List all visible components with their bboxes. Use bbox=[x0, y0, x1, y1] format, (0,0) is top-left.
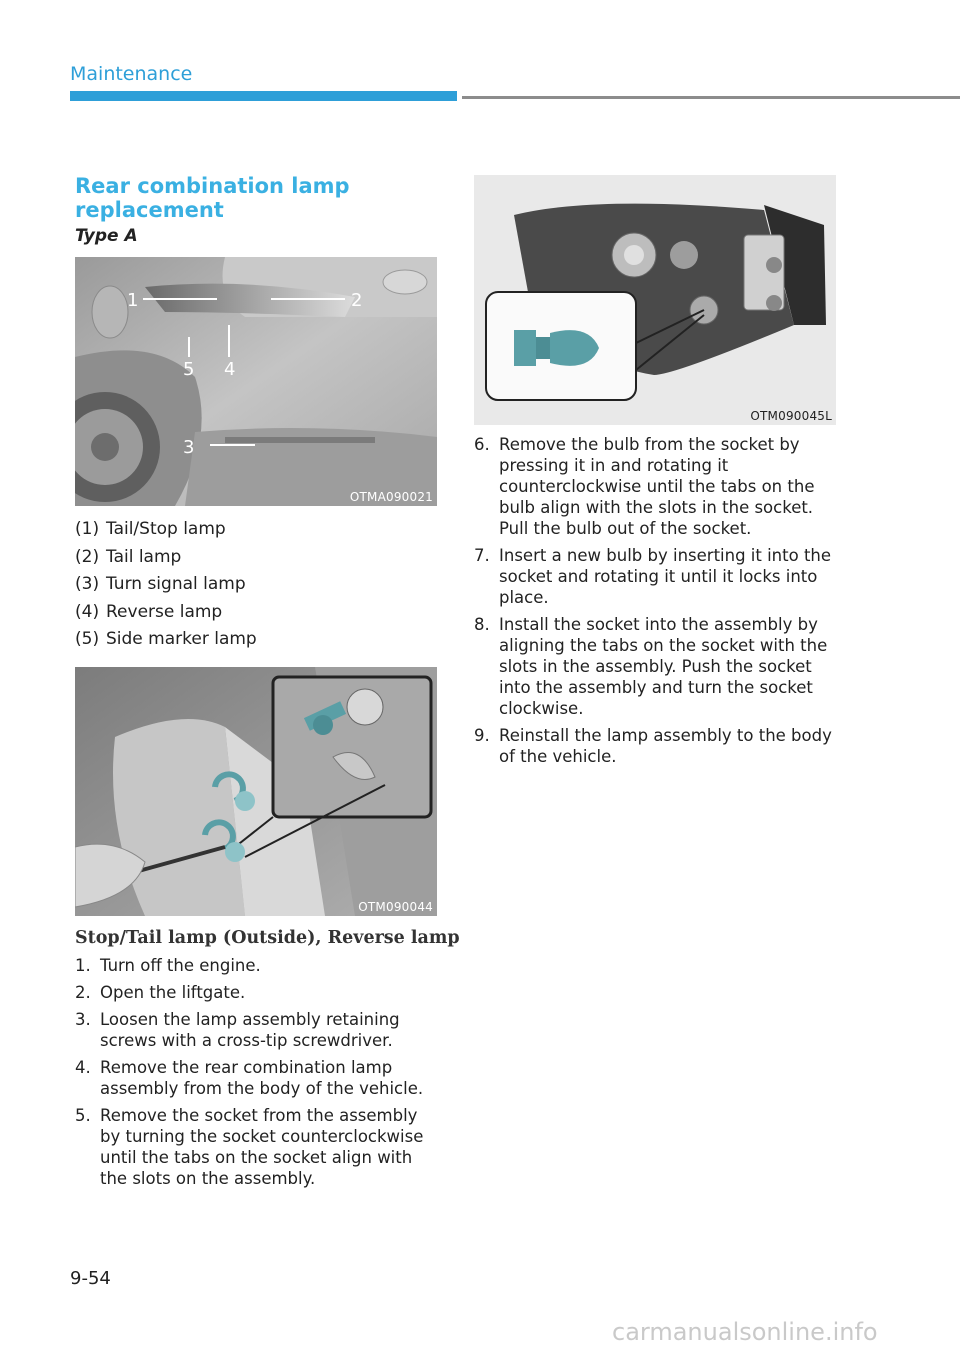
rear-lamp-illustration bbox=[75, 257, 437, 506]
callout-1: 1 bbox=[127, 290, 139, 311]
subheading: Stop/Tail lamp (Outside), Reverse lamp bbox=[75, 928, 460, 948]
list-item: (5) Side marker lamp bbox=[75, 629, 257, 649]
page-number: 9-54 bbox=[70, 1268, 111, 1289]
step-item: 4. Remove the rear combination lamp assembly from the body of the vehicle. bbox=[75, 1058, 424, 1098]
socket-illustration bbox=[474, 175, 836, 425]
steps-list-right bbox=[474, 434, 836, 773]
callout-4: 4 bbox=[224, 359, 236, 380]
list-item: (4) Reverse lamp bbox=[75, 601, 223, 622]
watermark: carmanualsonline.info bbox=[612, 1318, 878, 1346]
rear-lamp-figure bbox=[75, 257, 437, 506]
list-item: (2) Tail lamp bbox=[75, 546, 182, 567]
screw-removal-figure bbox=[75, 667, 437, 916]
step-item: 8. Install the socket into the assembly by aligning the tabs on the socket with the slots in the assembly. Push the socket into the assembly and turn the socket clockwise. bbox=[474, 615, 828, 718]
running-header: Maintenance bbox=[70, 63, 193, 85]
step-item: 9. Reinstall the lamp assembly to the body of the vehicle. bbox=[474, 726, 832, 766]
step-item: 2. Open the liftgate. bbox=[75, 983, 246, 1002]
step-item: 3. Loosen the lamp assembly retaining screws with a cross-tip screwdriver. bbox=[75, 1010, 400, 1050]
steps-list-left bbox=[75, 955, 425, 1195]
callout-2: 2 bbox=[351, 290, 363, 311]
step-item: 7. Insert a new bulb by inserting it into the socket and rotating it until it locks into place. bbox=[474, 546, 832, 607]
type-label: Type A bbox=[75, 226, 138, 246]
socket-figure bbox=[474, 175, 836, 425]
section-title: Rear combination lamp replacement bbox=[75, 174, 350, 222]
callout-3: 3 bbox=[183, 437, 195, 458]
screw-removal-illustration bbox=[75, 667, 437, 916]
parts-list bbox=[75, 516, 257, 654]
header-rule bbox=[462, 96, 960, 99]
step-item: 1. Turn off the engine. bbox=[75, 956, 261, 975]
header-rule-accent bbox=[70, 91, 457, 101]
figure-code: OTMA090021 bbox=[349, 490, 433, 504]
step-item: 6. Remove the bulb from the socket by pressing it in and rotating it counterclockwise until the tabs on the bulb align with the slots in the socket. Pull the bulb out of the socket. bbox=[474, 435, 815, 538]
step-item: 5. Remove the socket from the assembly by turning the socket counterclockwise until the tabs on the socket align with the slots on the assembly. bbox=[75, 1106, 424, 1188]
figure-code: OTM090044 bbox=[358, 900, 433, 914]
list-item: (1) Tail/Stop lamp bbox=[75, 519, 226, 539]
figure-code: OTM090045L bbox=[750, 409, 832, 423]
callout-5: 5 bbox=[183, 359, 195, 380]
list-item: (3) Turn signal lamp bbox=[75, 574, 246, 594]
